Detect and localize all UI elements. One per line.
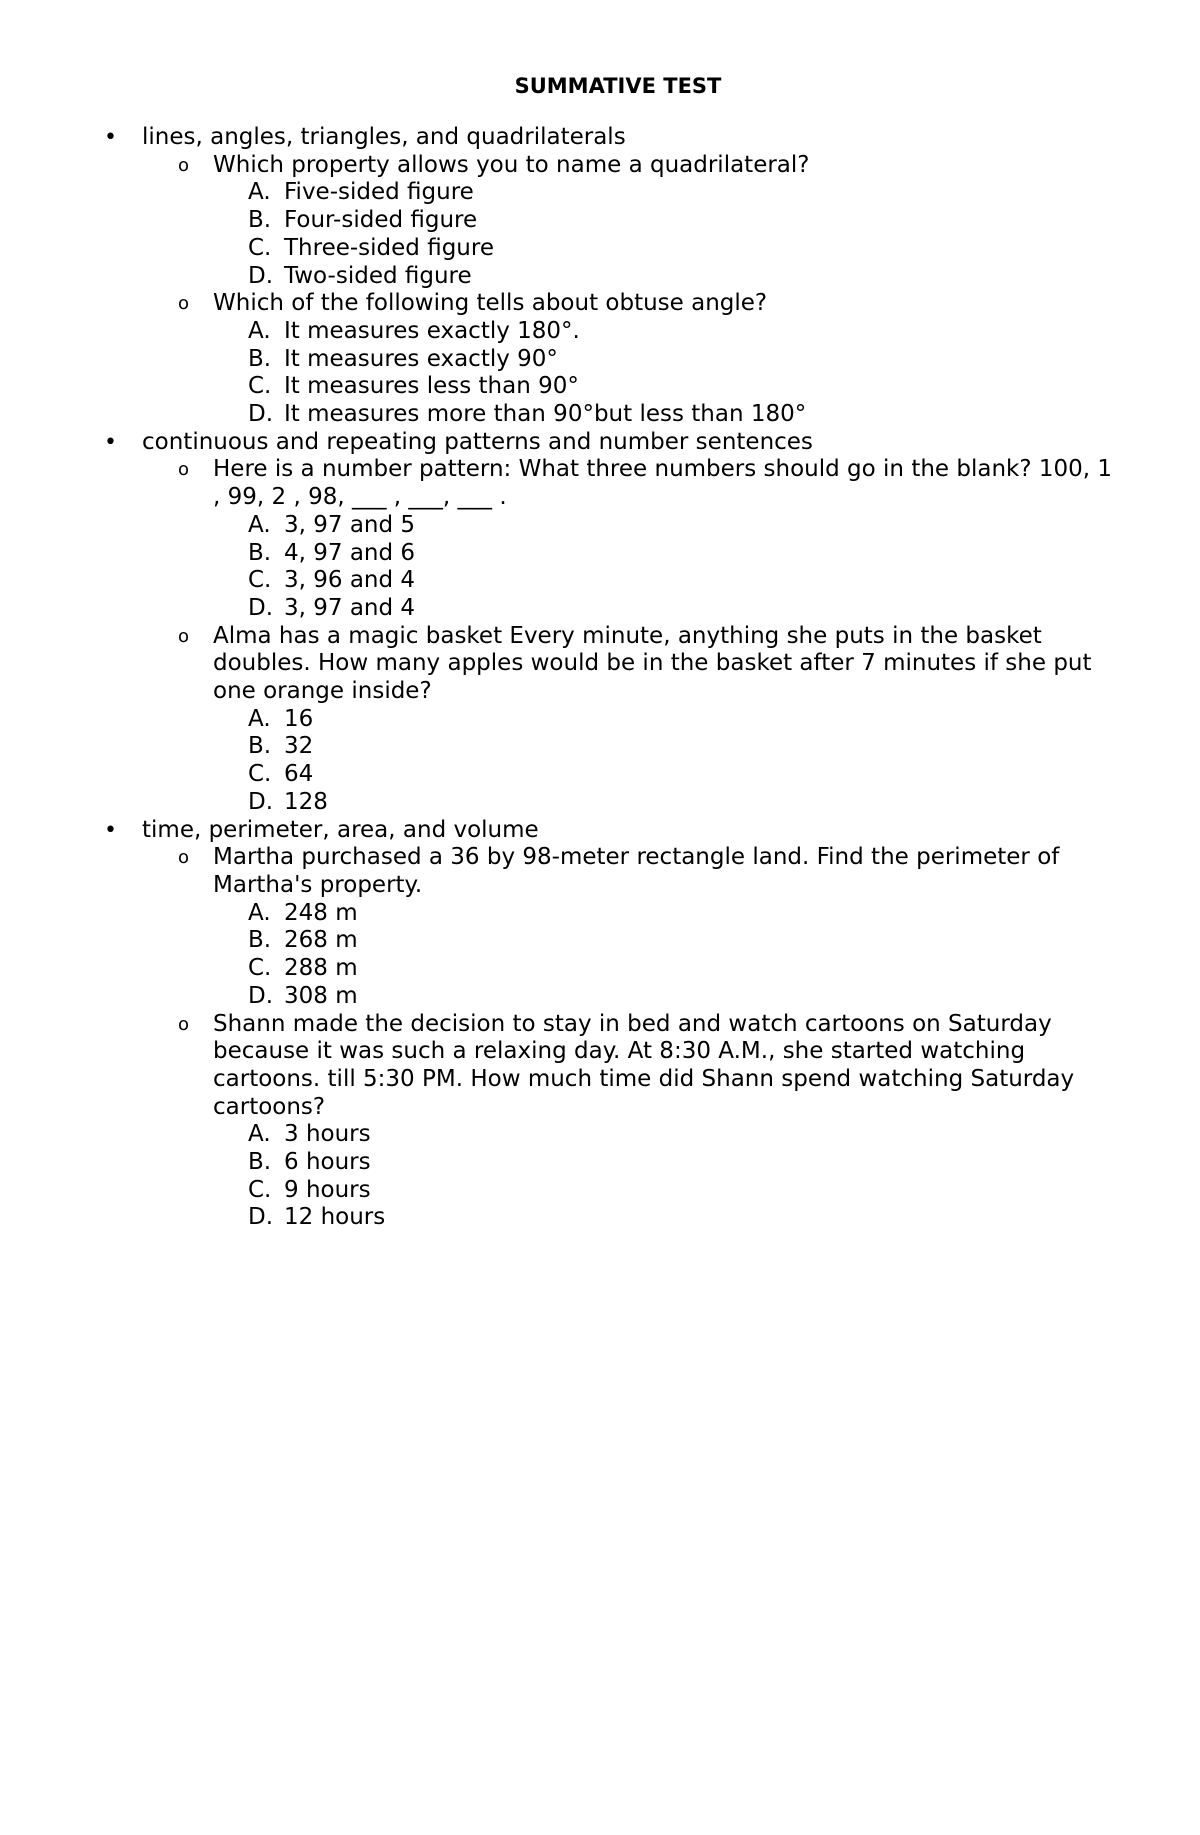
option-letter: B. <box>248 207 272 234</box>
option-text: 12 hours <box>284 1204 386 1231</box>
sub-bullet-icon: o <box>178 625 190 647</box>
question <box>0 456 1113 511</box>
bullet-icon: • <box>104 125 117 150</box>
answer-option <box>0 263 1200 291</box>
option-text: It measures exactly 180°. <box>284 317 580 344</box>
option-letter: C. <box>248 1176 272 1203</box>
topic-text: time, perimeter, area, and volume <box>142 816 539 843</box>
option-letter: B. <box>248 733 272 760</box>
sub-bullet-icon: o <box>178 1013 190 1035</box>
option-letter: C. <box>248 373 272 400</box>
option-text: 4, 97 and 6 <box>284 539 416 566</box>
question <box>0 844 1113 899</box>
question-text: Which of the following tells about obtuse angle? <box>213 290 768 317</box>
option-text: 128 <box>284 788 328 815</box>
option-text: 308 m <box>284 982 358 1009</box>
answer-option <box>0 179 1200 207</box>
option-text: 6 hours <box>284 1149 371 1176</box>
answer-option <box>0 207 1200 235</box>
bullet-icon: • <box>104 817 117 843</box>
option-text: It measures exactly 90° <box>284 345 558 372</box>
option-letter: D. <box>248 262 274 289</box>
option-text: 3, 97 and 4 <box>284 594 416 621</box>
option-text: 268 m <box>284 927 358 954</box>
option-letter: B. <box>248 1149 272 1176</box>
answer-option <box>0 1177 1200 1205</box>
option-text: It measures more than 90°but less than 180° <box>284 401 807 428</box>
answer-option <box>0 1121 1200 1149</box>
topic-heading <box>0 817 1200 845</box>
option-letter: A. <box>248 899 271 926</box>
option-letter: A. <box>248 1121 271 1148</box>
option-letter: A. <box>248 705 271 732</box>
option-letter: D. <box>248 982 274 1009</box>
answer-option <box>0 373 1200 401</box>
answer-option <box>0 401 1200 429</box>
bullet-icon: • <box>104 429 117 455</box>
question <box>0 1011 1113 1122</box>
test-content <box>0 124 1200 1232</box>
answer-option <box>0 540 1200 568</box>
option-letter: C. <box>248 234 272 261</box>
answer-option <box>0 567 1200 595</box>
topic-heading <box>0 429 1200 457</box>
question-text: Here is a number pattern: What three numbers should go in the blank? 100, 1 , 99, 2 , 98, ___ , ___, ___ . <box>213 456 1113 511</box>
option-letter: C. <box>248 567 272 594</box>
answer-option <box>0 789 1200 817</box>
sub-bullet-icon: o <box>178 459 190 481</box>
answer-option <box>0 927 1200 955</box>
option-text: 3, 97 and 5 <box>284 511 416 538</box>
topic-heading <box>0 124 1200 152</box>
sub-bullet-icon: o <box>178 154 190 176</box>
option-text: 248 m <box>284 899 358 926</box>
option-letter: B. <box>248 539 272 566</box>
option-text: Five-sided figure <box>284 179 474 206</box>
option-letter: D. <box>248 1204 274 1231</box>
question-text: Which property allows you to name a quadrilateral? <box>213 151 810 178</box>
option-text: Two-sided figure <box>284 262 472 289</box>
option-text: Four-sided figure <box>284 207 478 234</box>
option-text: 288 m <box>284 955 358 982</box>
answer-option <box>0 706 1200 734</box>
answer-option <box>0 318 1200 346</box>
answer-option <box>0 955 1200 983</box>
option-letter: B. <box>248 927 272 954</box>
answer-option <box>0 761 1200 789</box>
answer-option <box>0 346 1200 374</box>
option-letter: B. <box>248 345 272 372</box>
question-text: Alma has a magic basket Every minute, anything she puts in the basket doubles. How many apples would be in the basket after 7 minutes if she put one orange inside? <box>213 622 1092 705</box>
answer-option <box>0 983 1200 1011</box>
answer-option <box>0 235 1200 263</box>
topic-text: continuous and repeating patterns and number sentences <box>142 428 813 455</box>
option-text: 3 hours <box>284 1121 371 1148</box>
answer-option <box>0 900 1200 928</box>
option-letter: C. <box>248 761 272 788</box>
option-letter: A. <box>248 317 271 344</box>
answer-option <box>0 1149 1200 1177</box>
option-text: 3, 96 and 4 <box>284 567 416 594</box>
page-title: SUMMATIVE TEST <box>514 74 722 98</box>
sub-bullet-icon: o <box>178 293 190 315</box>
option-text: Three-sided figure <box>284 234 494 261</box>
question <box>0 290 1113 318</box>
question <box>0 152 1113 180</box>
sub-bullet-icon: o <box>178 847 190 869</box>
option-letter: D. <box>248 788 274 815</box>
answer-option <box>0 512 1200 540</box>
answer-option <box>0 1204 1200 1232</box>
option-text: It measures less than 90° <box>284 373 579 400</box>
topic-text: lines, angles, triangles, and quadrilaterals <box>142 124 626 150</box>
answer-option <box>0 733 1200 761</box>
option-text: 9 hours <box>284 1176 371 1203</box>
option-text: 16 <box>284 705 314 732</box>
option-text: 32 <box>284 733 314 760</box>
option-letter: D. <box>248 594 274 621</box>
option-letter: A. <box>248 179 271 206</box>
option-letter: C. <box>248 955 272 982</box>
answer-option <box>0 595 1200 623</box>
question-text: Shann made the decision to stay in bed and watch cartoons on Saturday because it was such a relaxing day. At 8:30 A.M., she started watching cartoons. till 5:30 PM. How much time did Shann spend watching Saturday cartoons? <box>213 1010 1075 1120</box>
option-letter: A. <box>248 511 271 538</box>
question <box>0 623 1113 706</box>
question-text: Martha purchased a 36 by 98-meter rectangle land. Find the perimeter of Martha's property. <box>213 844 1060 898</box>
option-letter: D. <box>248 401 274 428</box>
option-text: 64 <box>284 761 314 788</box>
